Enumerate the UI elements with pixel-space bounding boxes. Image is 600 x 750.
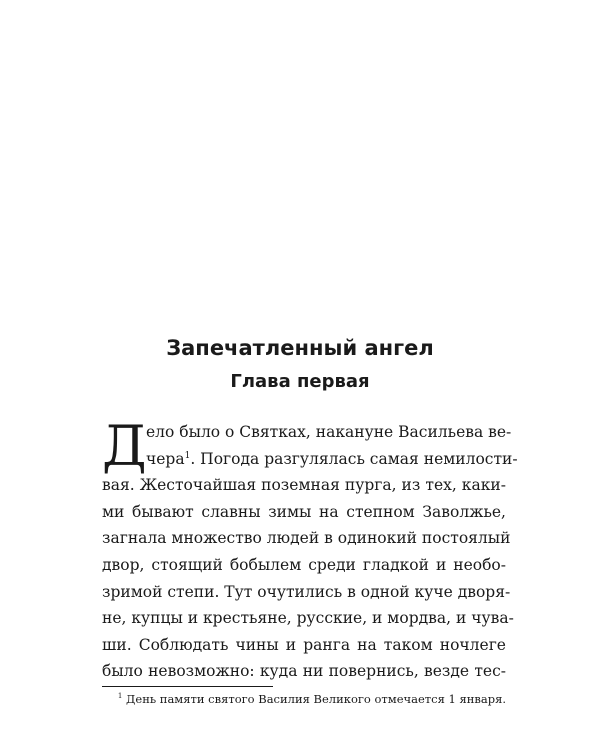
text-line: ело было о Святках, накануне Васильева ве- bbox=[146, 423, 512, 441]
chapter-subtitle: Глава первая bbox=[230, 371, 370, 392]
text-fragment: . Погода разгулялась самая немилости- bbox=[190, 449, 518, 468]
text-line: ши. Соблюдать чины и ранга на таком ночлеге bbox=[102, 635, 506, 654]
text-line: было невозможно: куда ни повернись, везде тес- bbox=[102, 662, 506, 681]
footnote-marker: 1 bbox=[117, 692, 123, 701]
text-line: зримой степи. Тут очутились в одной куче дворя- bbox=[102, 582, 511, 601]
chapter-title: Запечатленный ангел bbox=[166, 336, 434, 360]
text-line: не, купцы и крестьяне, русские, и мордва, и чува- bbox=[102, 609, 514, 628]
text-line: ми бывают славны зимы на степном Заволжье, bbox=[102, 502, 506, 521]
text-line bbox=[102, 446, 518, 473]
body-text bbox=[102, 414, 518, 685]
footnote bbox=[102, 691, 506, 707]
text-line: загнала множество людей в одинокий постоялый bbox=[102, 529, 511, 548]
drop-cap: Д bbox=[102, 414, 147, 478]
text-line: двор, стоящий бобылем среди гладкой и необо- bbox=[102, 555, 506, 574]
text-line: вая. Жесточайшая поземная пурга, из тех, каки- bbox=[102, 476, 506, 495]
footnote-text: День памяти святого Василия Великого отмечается 1 января. bbox=[122, 692, 506, 706]
footnote-reference: 1 bbox=[184, 450, 191, 461]
footnote-divider bbox=[102, 686, 273, 687]
text-fragment: чера bbox=[146, 449, 185, 468]
